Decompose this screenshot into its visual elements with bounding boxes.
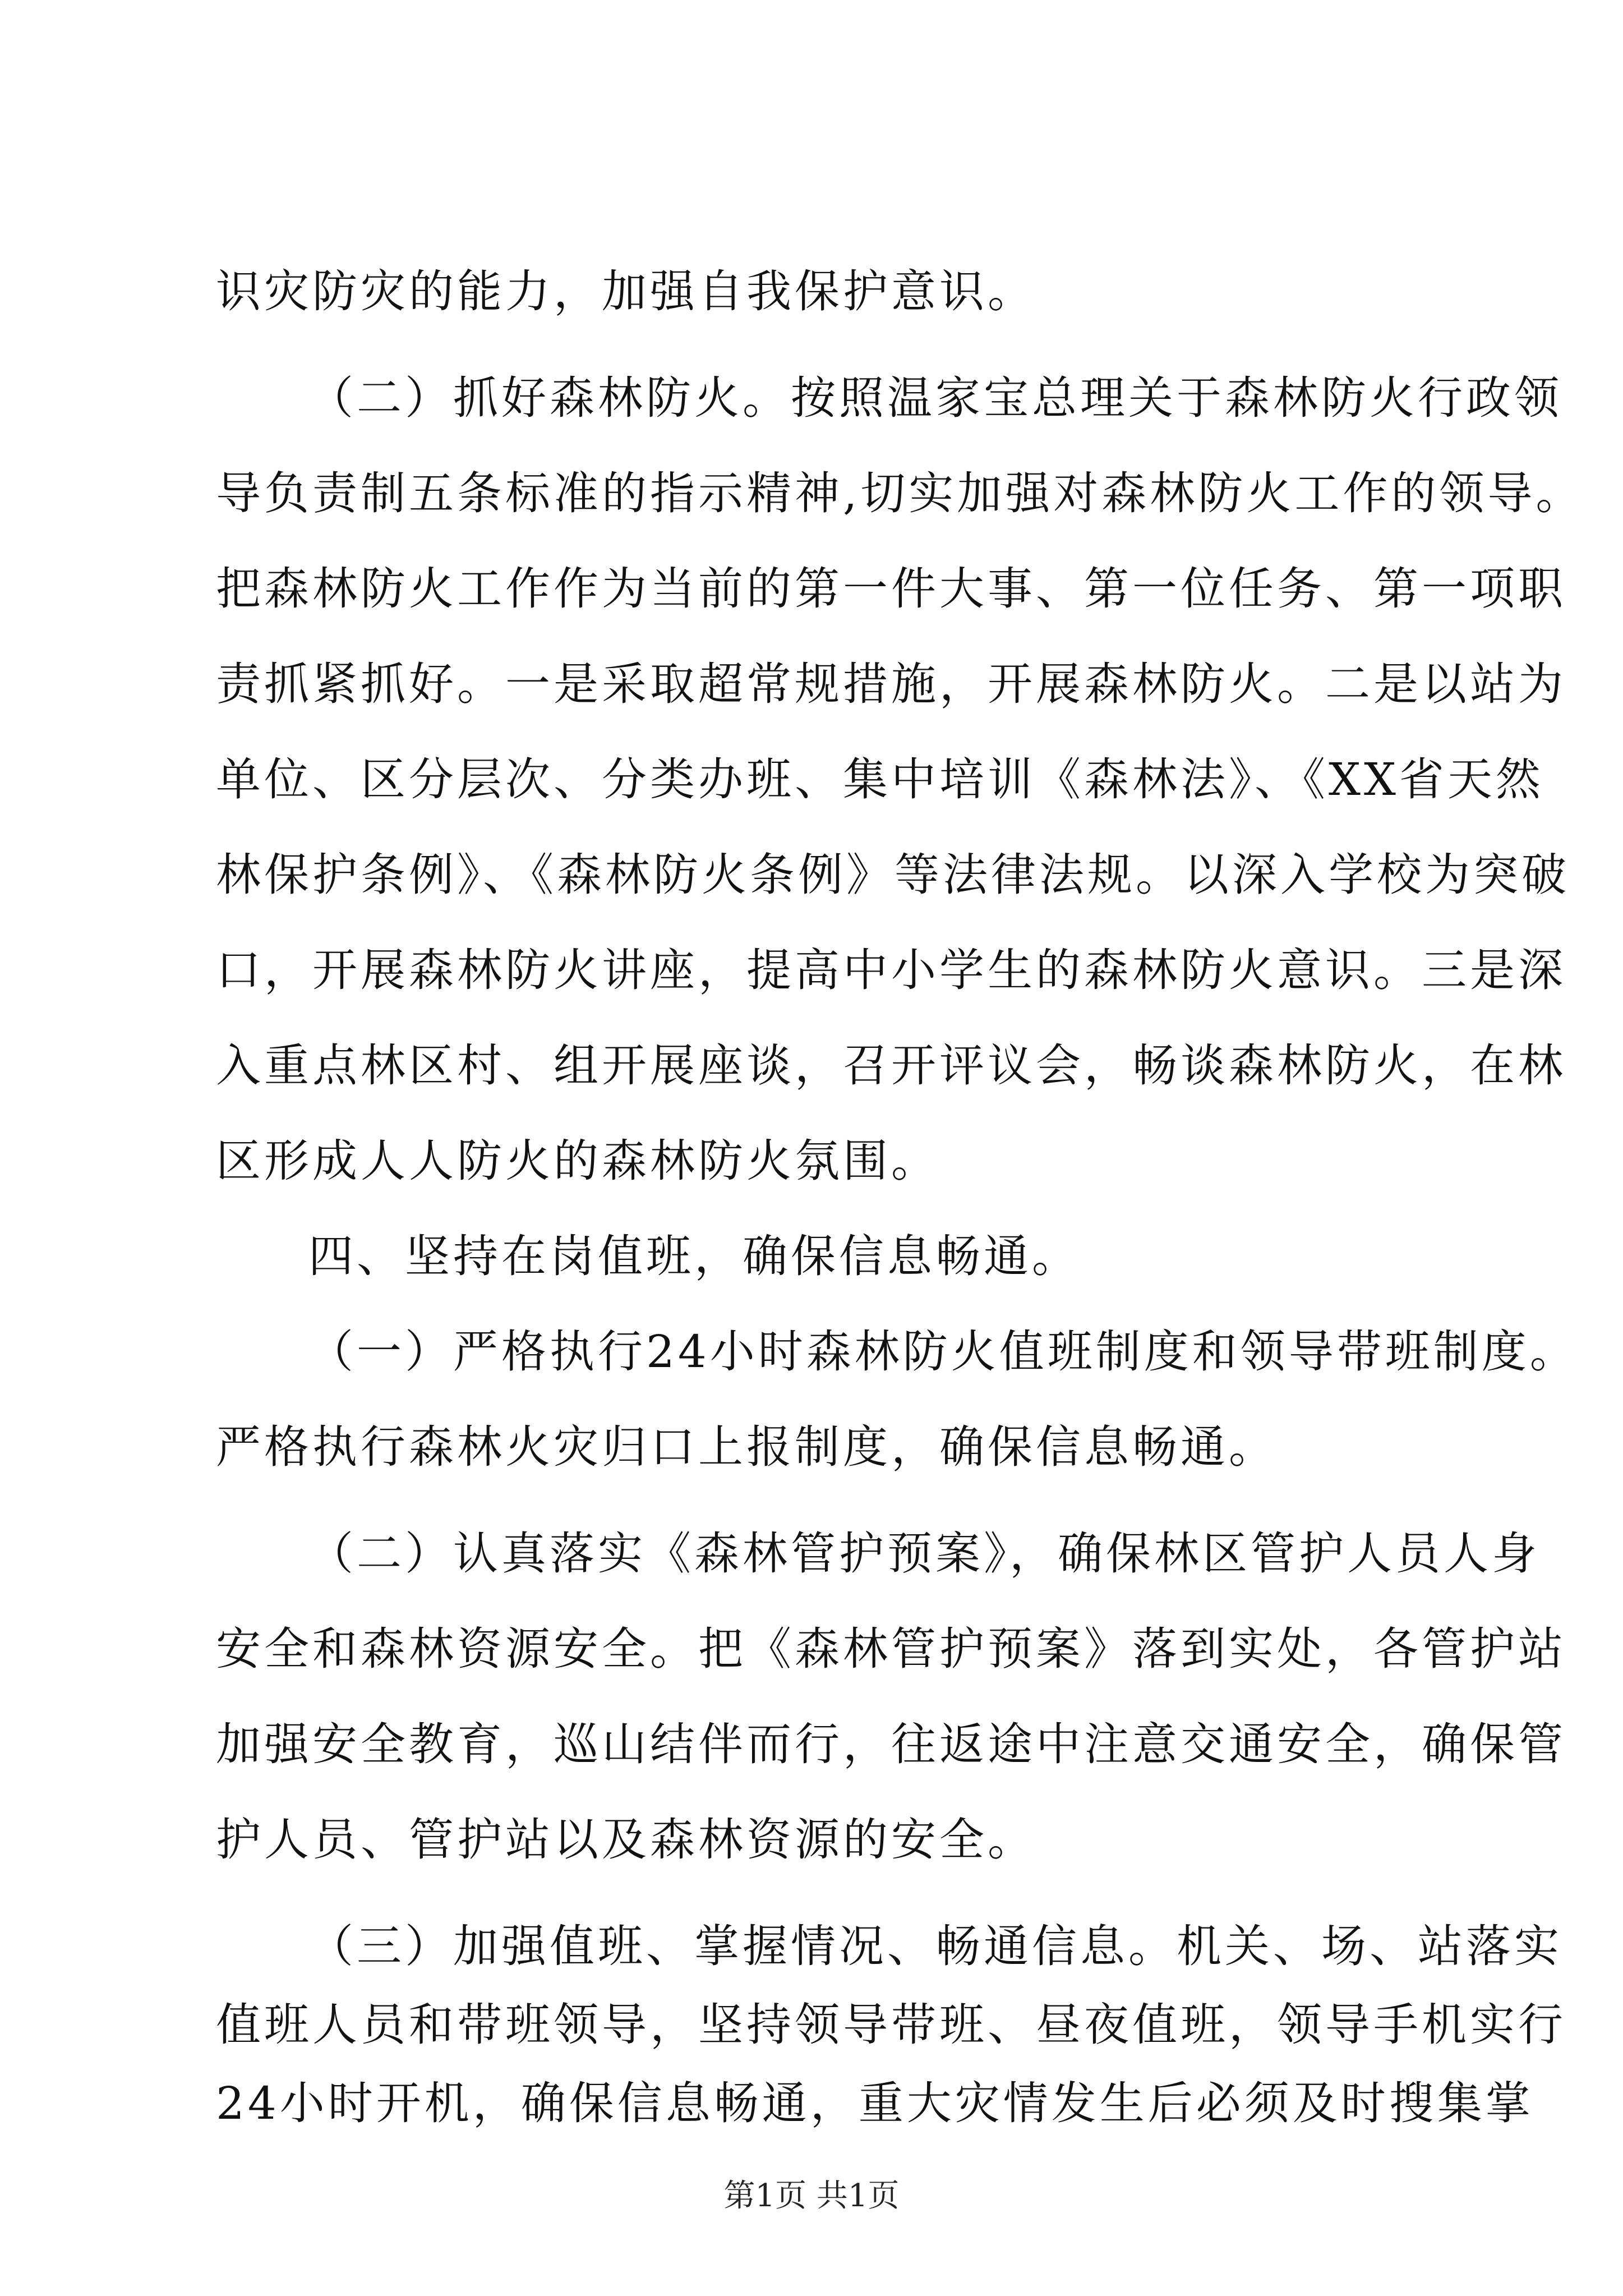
text-line: 值班人员和带班领导，坚持领导带班、昼夜值班，领导手机实行 (216, 1999, 1566, 2051)
text-line: 24小时开机，确保信息畅通，重大灾情发生后必须及时搜集掌 (216, 2077, 1534, 2129)
text-line: 把森林防火工作作为当前的第一件大事、第一位任务、第一项职 (216, 563, 1566, 615)
text-line: 导负责制五条标准的指示精神,切实加强对森林防火工作的领导。 (216, 467, 1584, 519)
text-line: （一）严格执行24小时森林防火值班制度和领导带班制度。 (308, 1326, 1578, 1378)
text-line: 口，开展森林防火讲座，提高中小学生的森林防火意识。三是深 (216, 944, 1566, 996)
text-line: 严格执行森林火灾归口上报制度，确保信息畅通。 (216, 1421, 1277, 1473)
text-line: 护人员、管护站以及森林资源的安全。 (216, 1814, 1036, 1866)
text-line: 林保护条例》、《森林防火条例》等法律法规。以深入学校为突破 (216, 849, 1570, 901)
page-footer: 第1页 共1页 (723, 2178, 900, 2214)
text-line: （三）加强值班、掌握情况、畅通信息。机关、场、站落实 (308, 1920, 1562, 1972)
text-line: （二）抓好森林防火。按照温家宝总理关于森林防火行政领 (308, 372, 1562, 424)
text-line: 区形成人人防火的森林防火氛围。 (216, 1135, 939, 1187)
text-line: 单位、区分层次、分类办班、集中培训《森林法》、《XX省天然 (216, 753, 1544, 806)
text-line: 入重点林区村、组开展座谈，召开评议会，畅谈森林防火，在林 (216, 1039, 1566, 1092)
text-line: 识灾防灾的能力，加强自我保护意识。 (216, 265, 1036, 318)
section-heading: 四、坚持在岗值班，确保信息畅通。 (308, 1230, 1080, 1282)
text-line: 责抓紧抓好。一是采取超常规措施，开展森林防火。二是以站为 (216, 658, 1566, 710)
text-line: 加强安全教育，巡山结伴而行，往返途中注意交通安全，确保管 (216, 1718, 1566, 1770)
text-line: （二）认真落实《森林管护预案》，确保林区管护人员人身 (308, 1527, 1540, 1580)
text-line: 安全和森林资源安全。把《森林管护预案》落到实处，各管护站 (216, 1623, 1566, 1675)
